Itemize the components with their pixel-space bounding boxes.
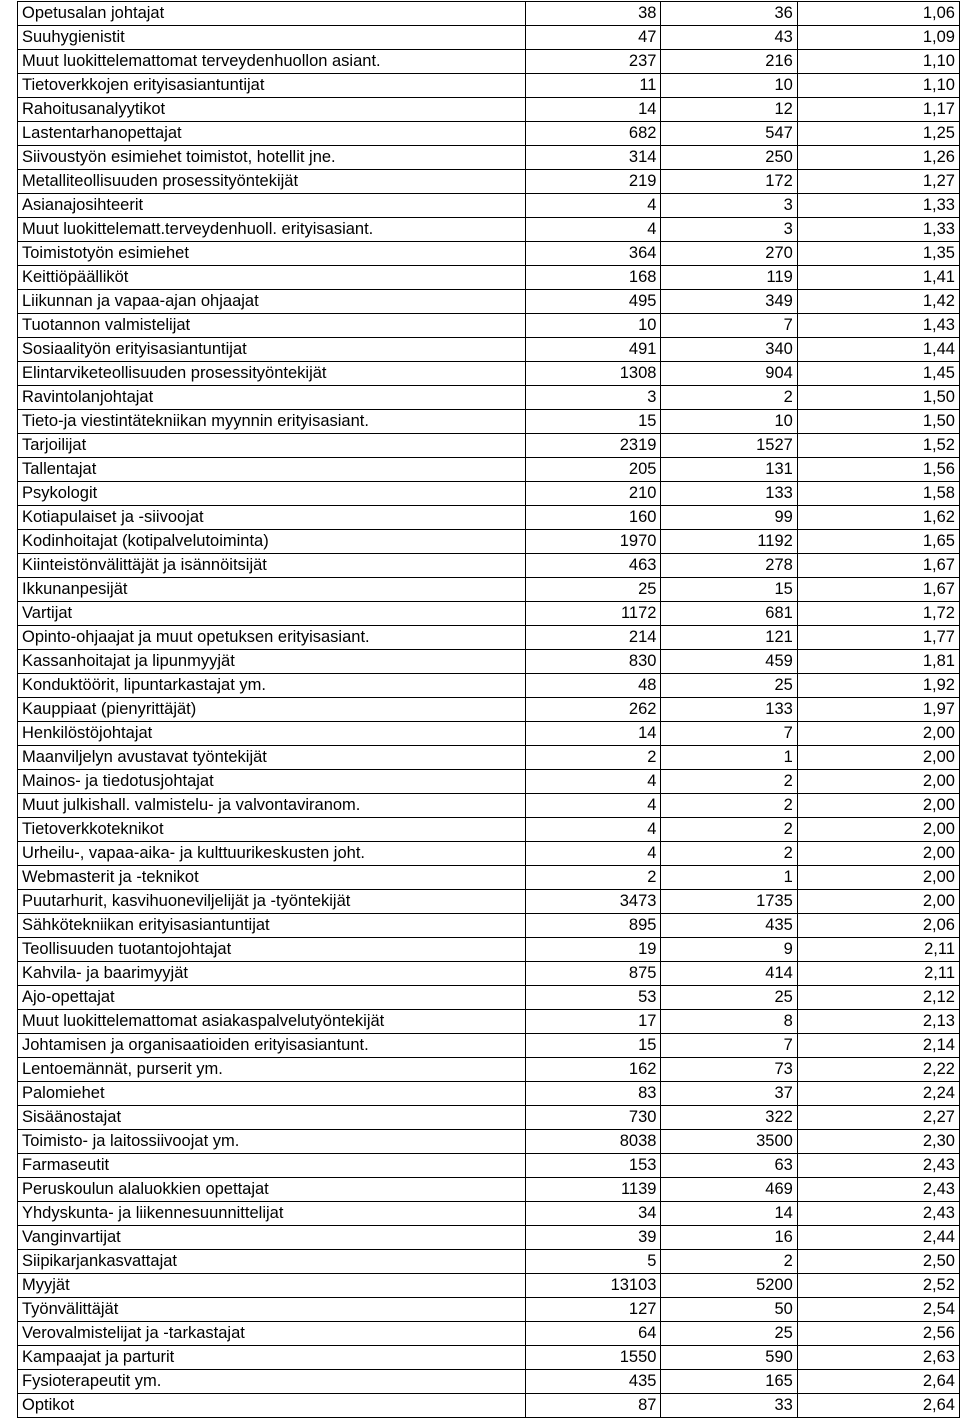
count-a-cell: 495	[526, 290, 661, 314]
count-b-cell: 1192	[661, 530, 797, 554]
table-row	[18, 1178, 960, 1202]
count-b-cell: 590	[661, 1346, 797, 1370]
count-a-cell: 160	[526, 506, 661, 530]
occupation-name-cell: Rahoitusanalyytikot	[18, 98, 526, 122]
table-row	[18, 74, 960, 98]
ratio-cell: 1,97	[797, 698, 959, 722]
count-b-cell: 10	[661, 74, 797, 98]
occupation-name-cell: Kassanhoitajat ja lipunmyyjät	[18, 650, 526, 674]
table-row	[18, 1082, 960, 1106]
count-b-cell: 3	[661, 218, 797, 242]
table-row	[18, 1394, 960, 1418]
count-b-cell: 414	[661, 962, 797, 986]
ratio-cell: 2,13	[797, 1010, 959, 1034]
ratio-cell: 1,17	[797, 98, 959, 122]
ratio-cell: 1,52	[797, 434, 959, 458]
occupation-name-cell: Teollisuuden tuotantojohtajat	[18, 938, 526, 962]
count-a-cell: 4	[526, 842, 661, 866]
table-row	[18, 1250, 960, 1274]
count-a-cell: 214	[526, 626, 661, 650]
occupation-name-cell: Vanginvartijat	[18, 1226, 526, 1250]
ratio-cell: 1,41	[797, 266, 959, 290]
ratio-cell: 2,11	[797, 962, 959, 986]
table-row	[18, 122, 960, 146]
ratio-cell: 2,44	[797, 1226, 959, 1250]
count-b-cell: 43	[661, 26, 797, 50]
count-a-cell: 5	[526, 1250, 661, 1274]
count-a-cell: 1550	[526, 1346, 661, 1370]
occupation-name-cell: Suuhygienistit	[18, 26, 526, 50]
count-a-cell: 8038	[526, 1130, 661, 1154]
count-b-cell: 133	[661, 482, 797, 506]
count-a-cell: 3473	[526, 890, 661, 914]
count-a-cell: 153	[526, 1154, 661, 1178]
occupation-name-cell: Kahvila- ja baarimyyjät	[18, 962, 526, 986]
occupation-name-cell: Lentoemännät, purserit ym.	[18, 1058, 526, 1082]
ratio-cell: 2,22	[797, 1058, 959, 1082]
ratio-cell: 1,50	[797, 410, 959, 434]
occupation-name-cell: Kodinhoitajat (kotipalvelutoiminta)	[18, 530, 526, 554]
ratio-cell: 1,92	[797, 674, 959, 698]
count-a-cell: 219	[526, 170, 661, 194]
count-b-cell: 2	[661, 1250, 797, 1274]
count-a-cell: 1970	[526, 530, 661, 554]
count-b-cell: 73	[661, 1058, 797, 1082]
count-a-cell: 1308	[526, 362, 661, 386]
occupation-name-cell: Maanviljelyn avustavat työntekijät	[18, 746, 526, 770]
occupation-name-cell: Verovalmistelijat ja -tarkastajat	[18, 1322, 526, 1346]
occupation-name-cell: Sähkötekniikan erityisasiantuntijat	[18, 914, 526, 938]
occupation-name-cell: Johtamisen ja organisaatioiden erityisasiantunt.	[18, 1034, 526, 1058]
count-b-cell: 15	[661, 578, 797, 602]
table-row	[18, 50, 960, 74]
occupation-name-cell: Webmasterit ja -teknikot	[18, 866, 526, 890]
table-row	[18, 674, 960, 698]
table-row	[18, 1154, 960, 1178]
ratio-cell: 2,43	[797, 1178, 959, 1202]
occupation-name-cell: Psykologit	[18, 482, 526, 506]
table-row	[18, 434, 960, 458]
table-row	[18, 98, 960, 122]
table-row	[18, 194, 960, 218]
count-a-cell: 14	[526, 722, 661, 746]
count-b-cell: 133	[661, 698, 797, 722]
ratio-cell: 2,63	[797, 1346, 959, 1370]
count-a-cell: 895	[526, 914, 661, 938]
table-row	[18, 914, 960, 938]
count-a-cell: 15	[526, 1034, 661, 1058]
ratio-cell: 2,00	[797, 722, 959, 746]
ratio-cell: 1,35	[797, 242, 959, 266]
table-row	[18, 26, 960, 50]
count-a-cell: 34	[526, 1202, 661, 1226]
table-row	[18, 338, 960, 362]
table-row	[18, 1202, 960, 1226]
occupation-name-cell: Mainos- ja tiedotusjohtajat	[18, 770, 526, 794]
occupation-name-cell: Konduktöörit, lipuntarkastajat ym.	[18, 674, 526, 698]
count-a-cell: 53	[526, 986, 661, 1010]
count-b-cell: 216	[661, 50, 797, 74]
ratio-cell: 1,50	[797, 386, 959, 410]
count-a-cell: 162	[526, 1058, 661, 1082]
occupation-name-cell: Palomiehet	[18, 1082, 526, 1106]
table-row	[18, 362, 960, 386]
count-b-cell: 547	[661, 122, 797, 146]
occupation-name-cell: Urheilu-, vapaa-aika- ja kulttuurikeskusten joht.	[18, 842, 526, 866]
count-b-cell: 33	[661, 1394, 797, 1418]
occupation-name-cell: Kauppiaat (pienyrittäjät)	[18, 698, 526, 722]
ratio-cell: 2,43	[797, 1202, 959, 1226]
count-b-cell: 1527	[661, 434, 797, 458]
count-b-cell: 37	[661, 1082, 797, 1106]
ratio-cell: 1,33	[797, 218, 959, 242]
occupation-name-cell: Kotiapulaiset ja -siivoojat	[18, 506, 526, 530]
occupation-name-cell: Tietoverkkojen erityisasiantuntijat	[18, 74, 526, 98]
count-a-cell: 491	[526, 338, 661, 362]
occupation-name-cell: Keittiöpäälliköt	[18, 266, 526, 290]
ratio-cell: 2,27	[797, 1106, 959, 1130]
ratio-cell: 1,56	[797, 458, 959, 482]
count-b-cell: 7	[661, 1034, 797, 1058]
count-b-cell: 1735	[661, 890, 797, 914]
table-row	[18, 266, 960, 290]
occupation-name-cell: Muut luokittelemattomat asiakaspalvelutyöntekijät	[18, 1010, 526, 1034]
table-row	[18, 146, 960, 170]
count-b-cell: 2	[661, 842, 797, 866]
table-row	[18, 602, 960, 626]
count-a-cell: 25	[526, 578, 661, 602]
count-b-cell: 16	[661, 1226, 797, 1250]
ratio-cell: 2,12	[797, 986, 959, 1010]
count-b-cell: 119	[661, 266, 797, 290]
count-b-cell: 2	[661, 818, 797, 842]
count-a-cell: 4	[526, 218, 661, 242]
count-b-cell: 172	[661, 170, 797, 194]
table-row	[18, 170, 960, 194]
table-row	[18, 290, 960, 314]
count-b-cell: 12	[661, 98, 797, 122]
occupation-name-cell: Toimistotyön esimiehet	[18, 242, 526, 266]
count-b-cell: 1	[661, 746, 797, 770]
occupation-name-cell: Muut julkishall. valmistelu- ja valvontaviranom.	[18, 794, 526, 818]
ratio-cell: 2,00	[797, 842, 959, 866]
count-a-cell: 237	[526, 50, 661, 74]
occupation-name-cell: Liikunnan ja vapaa-ajan ohjaajat	[18, 290, 526, 314]
ratio-cell: 2,64	[797, 1394, 959, 1418]
table-row	[18, 746, 960, 770]
table-row	[18, 578, 960, 602]
ratio-cell: 1,81	[797, 650, 959, 674]
occupation-name-cell: Fysioterapeutit ym.	[18, 1370, 526, 1394]
occupation-name-cell: Ikkunanpesijät	[18, 578, 526, 602]
ratio-cell: 2,00	[797, 890, 959, 914]
table-row	[18, 1274, 960, 1298]
count-b-cell: 5200	[661, 1274, 797, 1298]
ratio-cell: 1,10	[797, 50, 959, 74]
count-a-cell: 4	[526, 818, 661, 842]
table-row	[18, 770, 960, 794]
count-b-cell: 131	[661, 458, 797, 482]
table-row	[18, 1034, 960, 1058]
occupation-name-cell: Muut luokittelematt.terveydenhuoll. erityisasiant.	[18, 218, 526, 242]
ratio-cell: 2,56	[797, 1322, 959, 1346]
count-b-cell: 904	[661, 362, 797, 386]
count-b-cell: 3500	[661, 1130, 797, 1154]
count-a-cell: 47	[526, 26, 661, 50]
table-row	[18, 530, 960, 554]
count-b-cell: 435	[661, 914, 797, 938]
count-a-cell: 39	[526, 1226, 661, 1250]
table-row	[18, 506, 960, 530]
ratio-cell: 2,64	[797, 1370, 959, 1394]
ratio-cell: 2,52	[797, 1274, 959, 1298]
ratio-cell: 2,43	[797, 1154, 959, 1178]
count-a-cell: 4	[526, 794, 661, 818]
occupation-name-cell: Sosiaalityön erityisasiantuntijat	[18, 338, 526, 362]
occupation-name-cell: Siipikarjankasvattajat	[18, 1250, 526, 1274]
ratio-cell: 2,00	[797, 818, 959, 842]
ratio-cell: 2,14	[797, 1034, 959, 1058]
ratio-cell: 1,67	[797, 578, 959, 602]
table-row	[18, 1346, 960, 1370]
occupation-name-cell: Asianajosihteerit	[18, 194, 526, 218]
count-a-cell: 17	[526, 1010, 661, 1034]
occupation-name-cell: Henkilöstöjohtajat	[18, 722, 526, 746]
ratio-cell: 1,65	[797, 530, 959, 554]
table-row	[18, 818, 960, 842]
count-b-cell: 349	[661, 290, 797, 314]
occupation-name-cell: Tarjoilijat	[18, 434, 526, 458]
occupation-name-cell: Puutarhurit, kasvihuoneviljelijät ja -työntekijät	[18, 890, 526, 914]
occupation-name-cell: Opinto-ohjaajat ja muut opetuksen erityisasiant.	[18, 626, 526, 650]
count-b-cell: 121	[661, 626, 797, 650]
count-b-cell: 469	[661, 1178, 797, 1202]
count-b-cell: 14	[661, 1202, 797, 1226]
count-a-cell: 314	[526, 146, 661, 170]
ratio-cell: 1,27	[797, 170, 959, 194]
count-a-cell: 830	[526, 650, 661, 674]
count-a-cell: 2319	[526, 434, 661, 458]
occupation-name-cell: Sisäänostajat	[18, 1106, 526, 1130]
occupation-name-cell: Lastentarhanopettajat	[18, 122, 526, 146]
ratio-cell: 2,50	[797, 1250, 959, 1274]
count-b-cell: 7	[661, 314, 797, 338]
count-a-cell: 463	[526, 554, 661, 578]
occupation-name-cell: Vartijat	[18, 602, 526, 626]
count-a-cell: 168	[526, 266, 661, 290]
occupation-table	[17, 1, 960, 1418]
count-a-cell: 364	[526, 242, 661, 266]
ratio-cell: 2,54	[797, 1298, 959, 1322]
count-a-cell: 19	[526, 938, 661, 962]
count-a-cell: 3	[526, 386, 661, 410]
table-row	[18, 1106, 960, 1130]
occupation-name-cell: Myyjät	[18, 1274, 526, 1298]
occupation-name-cell: Siivoustyön esimiehet toimistot, hotellit jne.	[18, 146, 526, 170]
count-a-cell: 1139	[526, 1178, 661, 1202]
occupation-name-cell: Metalliteollisuuden prosessityöntekijät	[18, 170, 526, 194]
count-a-cell: 2	[526, 746, 661, 770]
count-a-cell: 205	[526, 458, 661, 482]
count-b-cell: 2	[661, 770, 797, 794]
table-row	[18, 938, 960, 962]
occupation-name-cell: Opetusalan johtajat	[18, 2, 526, 26]
count-a-cell: 262	[526, 698, 661, 722]
count-a-cell: 2	[526, 866, 661, 890]
table-row	[18, 1010, 960, 1034]
table-row	[18, 698, 960, 722]
table-row	[18, 794, 960, 818]
ratio-cell: 1,10	[797, 74, 959, 98]
count-a-cell: 64	[526, 1322, 661, 1346]
count-a-cell: 11	[526, 74, 661, 98]
ratio-cell: 2,00	[797, 866, 959, 890]
table-body	[18, 2, 960, 1418]
count-b-cell: 50	[661, 1298, 797, 1322]
ratio-cell: 1,77	[797, 626, 959, 650]
count-b-cell: 165	[661, 1370, 797, 1394]
occupation-name-cell: Kiinteistönvälittäjät ja isännöitsijät	[18, 554, 526, 578]
occupation-name-cell: Yhdyskunta- ja liikennesuunnittelijat	[18, 1202, 526, 1226]
table-row	[18, 554, 960, 578]
ratio-cell: 1,33	[797, 194, 959, 218]
table-row	[18, 890, 960, 914]
count-a-cell: 83	[526, 1082, 661, 1106]
occupation-name-cell: Peruskoulun alaluokkien opettajat	[18, 1178, 526, 1202]
ratio-cell: 1,58	[797, 482, 959, 506]
ratio-cell: 2,00	[797, 794, 959, 818]
count-b-cell: 2	[661, 794, 797, 818]
table-row	[18, 866, 960, 890]
table-row	[18, 410, 960, 434]
count-b-cell: 1	[661, 866, 797, 890]
table-row	[18, 1130, 960, 1154]
ratio-cell: 2,00	[797, 746, 959, 770]
table-row	[18, 962, 960, 986]
table-row	[18, 2, 960, 26]
occupation-name-cell: Ajo-opettajat	[18, 986, 526, 1010]
occupation-name-cell: Muut luokittelemattomat terveydenhuollon asiant.	[18, 50, 526, 74]
table-row	[18, 386, 960, 410]
count-a-cell: 435	[526, 1370, 661, 1394]
table-row	[18, 626, 960, 650]
table-row	[18, 842, 960, 866]
count-b-cell: 10	[661, 410, 797, 434]
table-row	[18, 1298, 960, 1322]
table-row	[18, 722, 960, 746]
count-b-cell: 270	[661, 242, 797, 266]
table-row	[18, 1322, 960, 1346]
count-a-cell: 4	[526, 194, 661, 218]
count-b-cell: 340	[661, 338, 797, 362]
count-b-cell: 459	[661, 650, 797, 674]
count-b-cell: 2	[661, 386, 797, 410]
ratio-cell: 1,45	[797, 362, 959, 386]
count-b-cell: 9	[661, 938, 797, 962]
ratio-cell: 2,24	[797, 1082, 959, 1106]
count-a-cell: 15	[526, 410, 661, 434]
ratio-cell: 1,42	[797, 290, 959, 314]
count-b-cell: 681	[661, 602, 797, 626]
count-a-cell: 730	[526, 1106, 661, 1130]
count-a-cell: 875	[526, 962, 661, 986]
ratio-cell: 1,62	[797, 506, 959, 530]
count-b-cell: 7	[661, 722, 797, 746]
count-a-cell: 210	[526, 482, 661, 506]
ratio-cell: 2,06	[797, 914, 959, 938]
ratio-cell: 2,30	[797, 1130, 959, 1154]
table-row	[18, 650, 960, 674]
count-a-cell: 38	[526, 2, 661, 26]
ratio-cell: 2,00	[797, 770, 959, 794]
occupation-name-cell: Tallentajat	[18, 458, 526, 482]
count-a-cell: 14	[526, 98, 661, 122]
table-row	[18, 1370, 960, 1394]
count-a-cell: 10	[526, 314, 661, 338]
occupation-name-cell: Työnvälittäjät	[18, 1298, 526, 1322]
ratio-cell: 1,67	[797, 554, 959, 578]
occupation-name-cell: Tietoverkkoteknikot	[18, 818, 526, 842]
count-a-cell: 1172	[526, 602, 661, 626]
count-b-cell: 25	[661, 674, 797, 698]
ratio-cell: 1,44	[797, 338, 959, 362]
count-b-cell: 3	[661, 194, 797, 218]
table-row	[18, 458, 960, 482]
ratio-cell: 1,25	[797, 122, 959, 146]
table-row	[18, 218, 960, 242]
count-b-cell: 63	[661, 1154, 797, 1178]
count-b-cell: 278	[661, 554, 797, 578]
ratio-cell: 1,43	[797, 314, 959, 338]
table-row	[18, 986, 960, 1010]
count-a-cell: 48	[526, 674, 661, 698]
count-a-cell: 682	[526, 122, 661, 146]
count-b-cell: 25	[661, 1322, 797, 1346]
table-row	[18, 482, 960, 506]
ratio-cell: 1,72	[797, 602, 959, 626]
table-row	[18, 314, 960, 338]
count-b-cell: 36	[661, 2, 797, 26]
ratio-cell: 1,09	[797, 26, 959, 50]
occupation-name-cell: Optikot	[18, 1394, 526, 1418]
table-row	[18, 242, 960, 266]
count-a-cell: 87	[526, 1394, 661, 1418]
ratio-cell: 1,06	[797, 2, 959, 26]
count-a-cell: 127	[526, 1298, 661, 1322]
occupation-name-cell: Tieto-ja viestintätekniikan myynnin erityisasiant.	[18, 410, 526, 434]
occupation-name-cell: Ravintolanjohtajat	[18, 386, 526, 410]
occupation-name-cell: Elintarviketeollisuuden prosessityöntekijät	[18, 362, 526, 386]
count-a-cell: 13103	[526, 1274, 661, 1298]
occupation-name-cell: Toimisto- ja laitossiivoojat ym.	[18, 1130, 526, 1154]
ratio-cell: 1,26	[797, 146, 959, 170]
occupation-name-cell: Tuotannon valmistelijat	[18, 314, 526, 338]
occupation-name-cell: Kampaajat ja parturit	[18, 1346, 526, 1370]
count-b-cell: 99	[661, 506, 797, 530]
ratio-cell: 2,11	[797, 938, 959, 962]
table-row	[18, 1058, 960, 1082]
count-b-cell: 322	[661, 1106, 797, 1130]
count-a-cell: 4	[526, 770, 661, 794]
count-b-cell: 250	[661, 146, 797, 170]
count-b-cell: 8	[661, 1010, 797, 1034]
count-b-cell: 25	[661, 986, 797, 1010]
table-row	[18, 1226, 960, 1250]
occupation-name-cell: Farmaseutit	[18, 1154, 526, 1178]
